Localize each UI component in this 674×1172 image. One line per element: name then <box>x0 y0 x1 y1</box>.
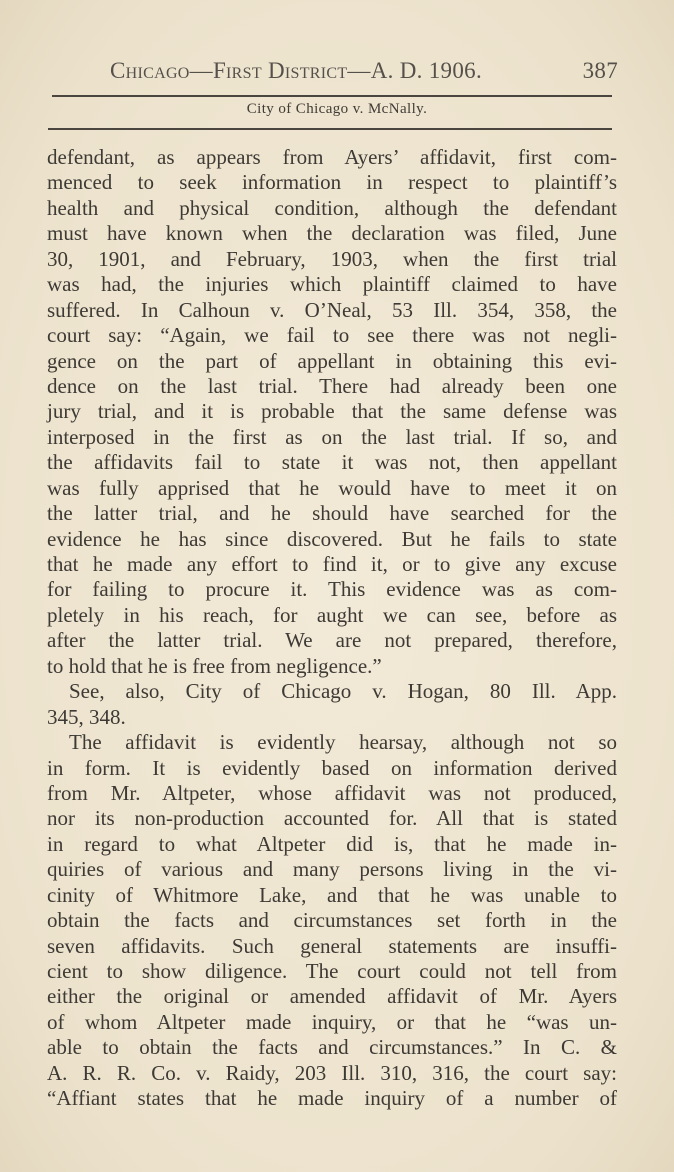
text-line: 30, 1901, and February, 1903, when the first trial <box>47 246 617 271</box>
text-line: in form. It is evidently based on information derived <box>47 755 617 780</box>
text-line: after the latter trial. We are not prepared, therefore, <box>47 628 617 653</box>
text-line: obtain the facts and circumstances set forth in the <box>47 908 617 933</box>
text-line: cinity of Whitmore Lake, and that he was unable to <box>47 882 617 907</box>
text-line: dence on the last trial. There had already been one <box>47 373 617 398</box>
text-line: health and physical condition, although the defendant <box>47 195 617 220</box>
text-line: “Affiant states that he made inquiry of a number of <box>47 1086 617 1111</box>
body-text <box>47 145 617 1112</box>
running-head <box>110 58 618 84</box>
text-line: able to obtain the facts and circumstances.” In C. & <box>47 1035 617 1060</box>
text-line: seven affidavits. Such general statements are insuffi- <box>47 933 617 958</box>
text-line: The affidavit is evidently hearsay, although not so <box>69 730 617 755</box>
text-line: the affidavits fail to state it was not, then appellant <box>47 450 617 475</box>
text-line: See, also, City of Chicago v. Hogan, 80 Ill. App. <box>69 679 617 704</box>
text-line: nor its non-production accounted for. All that is stated <box>47 806 617 831</box>
header-rule <box>52 95 612 97</box>
text-line: in regard to what Altpeter did is, that he made in- <box>47 831 617 856</box>
text-line: was fully apprised that he would have to meet it on <box>47 475 617 500</box>
text-line: pletely in his reach, for aught we can see, before as <box>47 602 617 627</box>
text-line: menced to seek information in respect to plaintiff’s <box>47 170 617 195</box>
text-line: for failing to procure it. This evidence was as com- <box>47 577 617 602</box>
text-line: 345, 348. <box>47 704 126 729</box>
text-line: from Mr. Altpeter, whose affidavit was not produced, <box>47 780 617 805</box>
text-line: either the original or amended affidavit of Mr. Ayers <box>47 984 617 1009</box>
text-line: was had, the injuries which plaintiff claimed to have <box>47 272 617 297</box>
text-line: gence on the part of appellant in obtaining this evi- <box>47 348 617 373</box>
text-line: that he made any effort to find it, or to give any excuse <box>47 552 617 576</box>
text-line: the latter trial, and he should have searched for the <box>47 501 617 526</box>
case-title: City of Chicago v. McNally. <box>246 101 428 117</box>
case-title-rule <box>48 128 612 130</box>
text-line: interposed in the first as on the last trial. If so, and <box>47 424 617 449</box>
text-line: A. R. R. Co. v. Raidy, 203 Ill. 310, 316, the court say: <box>47 1060 617 1085</box>
text-line: cient to show diligence. The court could not tell from <box>47 959 617 983</box>
page-number: 387 <box>582 58 618 83</box>
text-line: must have known when the declaration was filed, June <box>47 221 617 246</box>
text-line: suffered. In Calhoun v. O’Neal, 53 Ill. 354, 358, the <box>47 297 617 322</box>
text-line: evidence he has since discovered. But he fails to state <box>47 526 617 551</box>
text-line: defendant, as appears from Ayers’ affidavit, first com- <box>47 145 617 169</box>
text-line: jury trial, and it is probable that the same defense was <box>47 399 617 424</box>
text-line: court say: “Again, we fail to see there was not negli- <box>47 323 617 348</box>
text-line: quiries of various and many persons living in the vi- <box>47 857 617 882</box>
running-title: Chicago—First District—A. D. 1906. <box>110 58 482 83</box>
text-line: to hold that he is free from negligence.” <box>47 653 382 678</box>
text-line: of whom Altpeter made inquiry, or that he “was un- <box>47 1009 617 1034</box>
